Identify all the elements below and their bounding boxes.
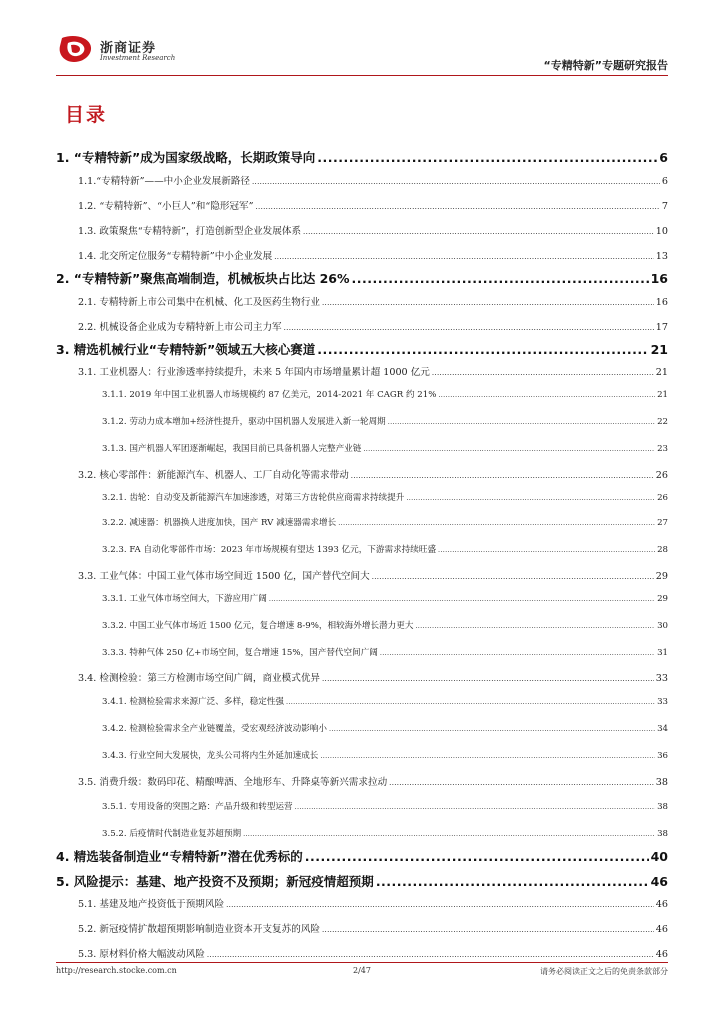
- toc-entry-level-3[interactable]: [56, 415, 668, 427]
- toc-entry-title: 1.3. 政策聚焦“专精特新”，打造创新型企业发展体系: [78, 226, 302, 237]
- toc-leader-dots: [295, 803, 655, 811]
- toc-entry-level-2[interactable]: [56, 896, 668, 910]
- toc-entry-level-2[interactable]: [56, 173, 668, 187]
- toc-entry-title: 3.1.3. 国产机器人军团逐渐崛起，我国目前已具备机器人完整产业链: [102, 444, 362, 454]
- toc-entry-page: 16: [655, 297, 668, 308]
- toc-leader-dots: [317, 150, 657, 165]
- toc-leader-dots: [207, 951, 654, 959]
- toc-leader-dots: [372, 573, 654, 581]
- toc-entry-level-3[interactable]: [56, 388, 668, 400]
- toc-entry-page: 34: [657, 724, 668, 734]
- toc-entry-level-2[interactable]: [56, 198, 668, 212]
- logo-english-name: Investment Research: [100, 54, 176, 62]
- toc-entry-page: 46: [655, 924, 668, 935]
- toc-entry-title: 2. “专精特新”聚焦高端制造，机械板块占比达 26%: [56, 271, 350, 286]
- toc-entry-level-2[interactable]: [56, 670, 668, 684]
- toc-leader-dots: [226, 901, 654, 909]
- toc-entry-level-3[interactable]: [56, 592, 668, 604]
- toc-entry-level-2[interactable]: [56, 248, 668, 262]
- toc-leader-dots: [352, 271, 649, 286]
- toc-entry-title: 3.5.1. 专用设备的突围之路：产品升级和转型运营: [102, 802, 293, 812]
- toc-entry-title: 1.4. 北交所定位服务“专精特新”中小企业发展: [78, 251, 273, 262]
- toc-entry-level-3[interactable]: [56, 543, 668, 555]
- toc-entry-title: 3.2.3. FA 自动化零部件市场：2023 年市场规模有望达 1393 亿元，下游需求持续旺盛: [102, 545, 437, 555]
- toc-entry-level-3[interactable]: [56, 619, 668, 631]
- toc-entry-title: 3.4. 检测检验：第三方检测市场空间广阔，商业模式优异: [78, 673, 321, 684]
- toc-entry-title: 2.1. 专精特新上市公司集中在机械、化工及医药生物行业: [78, 297, 321, 308]
- toc-entry-level-3[interactable]: [56, 749, 668, 761]
- toc-entry-page: 31: [657, 648, 668, 658]
- toc-entry-level-2[interactable]: [56, 568, 668, 582]
- toc-entry-page: 46: [655, 899, 668, 910]
- toc-entry-page: 17: [655, 322, 668, 333]
- toc-entry-level-1[interactable]: [56, 269, 668, 287]
- toc-entry-page: 22: [657, 417, 668, 427]
- toc-entry-title: 5.3. 原材料价格大幅波动风险: [78, 949, 205, 960]
- toc-entry-level-3[interactable]: [56, 491, 668, 503]
- toc-entry-level-1[interactable]: [56, 872, 668, 890]
- toc-leader-dots: [317, 342, 648, 357]
- toc-leader-dots: [351, 472, 654, 480]
- toc-entry-title: 1. “专精特新”成为国家级战略，长期政策导向: [56, 150, 316, 165]
- report-type-label: “专精特新”专题研究报告: [543, 59, 668, 72]
- toc-leader-dots: [388, 418, 655, 426]
- footer-divider: [56, 962, 668, 963]
- toc-entry-level-3[interactable]: [56, 516, 668, 528]
- toc-entry-title: 3.5. 消费升级：数码印花、精酿啤酒、全地形车、升降桌等新兴需求拉动: [78, 777, 388, 788]
- toc-entry-page: 38: [655, 777, 668, 788]
- toc-entry-page: 21: [657, 390, 668, 400]
- toc-entry-title: 3.1.2. 劳动力成本增加+经济性提升，驱动中国机器人发展进入新一轮周期: [102, 417, 386, 427]
- toc-title: 目录: [65, 104, 108, 126]
- toc-entry-page: 40: [650, 849, 668, 864]
- toc-entry-title: 3.4.2. 检测检验需求全产业链覆盖，受宏观经济波动影响小: [102, 724, 327, 734]
- toc-leader-dots: [380, 649, 655, 657]
- toc-leader-dots: [286, 698, 655, 706]
- toc-entry-level-2[interactable]: [56, 921, 668, 935]
- toc-entry-page: 13: [655, 251, 668, 262]
- toc-leader-dots: [363, 445, 655, 453]
- footer-url[interactable]: http://research.stocke.com.cn: [56, 966, 177, 975]
- toc-leader-dots: [376, 874, 649, 889]
- toc-entry-title: 3.3.3. 特种气体 250 亿+市场空间，复合增速 15%，国产替代空间广阔: [102, 648, 378, 658]
- toc-entry-level-2[interactable]: [56, 774, 668, 788]
- toc-entry-level-3[interactable]: [56, 800, 668, 812]
- toc-leader-dots: [415, 622, 655, 630]
- toc-entry-title: 3.3. 工业气体：中国工业气体市场空间近 1500 亿，国产替代空间大: [78, 571, 370, 582]
- toc-entry-title: 3.1.1. 2019 年中国工业机器人市场规模约 87 亿美元，2014-2021 年 CAGR 约 21%: [102, 390, 437, 400]
- toc-entry-page: 21: [655, 367, 668, 378]
- toc-leader-dots: [252, 178, 660, 186]
- toc-entry-page: 23: [657, 444, 668, 454]
- toc-entry-title: 5.2. 新冠疫情扩散超预期影响制造业资本开支复苏的风险: [78, 924, 321, 935]
- toc-entry-title: 3.4.3. 行业空间大发展快，龙头公司将内生外延加速成长: [102, 751, 319, 761]
- toc-entry-level-2[interactable]: [56, 319, 668, 333]
- toc-entry-title: 3. 精选机械行业“专精特新”领域五大核心赛道: [56, 342, 316, 357]
- toc-entry-level-1[interactable]: [56, 847, 668, 865]
- toc-entry-page: 6: [659, 150, 668, 165]
- toc-leader-dots: [269, 595, 655, 603]
- toc-entry-page: 21: [650, 342, 668, 357]
- toc-leader-dots: [432, 369, 654, 377]
- toc-entry-level-2[interactable]: [56, 467, 668, 481]
- toc-entry-page: 7: [661, 201, 668, 212]
- toc-entry-page: 29: [655, 571, 668, 582]
- toc-entry-title: 5. 风险提示：基建、地产投资不及预期；新冠疫情超预期: [56, 874, 374, 889]
- toc-leader-dots: [438, 546, 655, 554]
- toc-leader-dots: [322, 926, 654, 934]
- toc-leader-dots: [322, 675, 654, 683]
- footer-page-number: 2/47: [353, 966, 371, 975]
- toc-entry-level-3[interactable]: [56, 646, 668, 658]
- toc-leader-dots: [256, 203, 660, 211]
- toc-entry-page: 16: [650, 271, 668, 286]
- toc-entry-level-3[interactable]: [56, 722, 668, 734]
- toc-entry-page: 33: [655, 673, 668, 684]
- toc-entry-page: 26: [655, 470, 668, 481]
- toc-entry-title: 1.1.“专精特新”——中小企业发展新路径: [78, 176, 251, 187]
- toc-entry-page: 46: [655, 949, 668, 960]
- toc-entry-page: 30: [657, 621, 668, 631]
- toc-leader-dots: [320, 752, 655, 760]
- header-divider: [56, 75, 668, 76]
- toc-entry-title: 3.2.2. 减速器：机器换人进度加快，国产 RV 减速器需求增长: [102, 518, 337, 528]
- toc-leader-dots: [438, 391, 655, 399]
- toc-entry-title: 3.3.1. 工业气体市场空间大，下游应用广阔: [102, 594, 267, 604]
- company-logo-icon: [56, 34, 96, 64]
- toc-entry-level-3[interactable]: [56, 827, 668, 839]
- toc-entry-page: 27: [657, 518, 668, 528]
- toc-leader-dots: [305, 849, 649, 864]
- toc-entry-page: 38: [657, 829, 668, 839]
- toc-entry-title: 4. 精选装备制造业“专精特新”潜在优秀标的: [56, 849, 303, 864]
- toc-leader-dots: [284, 324, 654, 332]
- toc-entry-level-2[interactable]: [56, 946, 668, 960]
- toc-entry-page: 46: [650, 874, 668, 889]
- footer-disclaimer: 请务必阅读正文之后的免责条款部分: [540, 967, 668, 976]
- toc-entry-level-2[interactable]: [56, 364, 668, 378]
- toc-entry-level-1[interactable]: [56, 340, 668, 358]
- toc-entry-title: 3.1. 工业机器人：行业渗透率持续提升，未来 5 年国内市场增量累计超 1000 亿元: [78, 367, 430, 378]
- toc-entry-level-3[interactable]: [56, 695, 668, 707]
- toc-entry-title: 1.2. “专精特新”、“小巨人”和“隐形冠军”: [78, 201, 254, 212]
- logo-chinese-name: 浙商证券: [100, 41, 157, 56]
- toc-entry-title: 2.2. 机械设备企业成为专精特新上市公司主力军: [78, 322, 282, 333]
- toc-entry-page: 33: [657, 697, 668, 707]
- toc-entry-page: 26: [657, 493, 668, 503]
- page-header: [0, 0, 724, 80]
- toc-entry-title: 5.1. 基建及地产投资低于预期风险: [78, 899, 225, 910]
- toc-entry-level-3[interactable]: [56, 442, 668, 454]
- toc-entry-title: 3.2. 核心零部件：新能源汽车、机器人、工厂自动化等需求带动: [78, 470, 349, 481]
- toc-entry-page: 6: [661, 176, 668, 187]
- toc-leader-dots: [274, 253, 654, 261]
- toc-leader-dots: [338, 519, 655, 527]
- toc-leader-dots: [303, 228, 654, 236]
- toc-entry-page: 29: [657, 594, 668, 604]
- toc-entry-level-2[interactable]: [56, 223, 668, 237]
- toc-leader-dots: [406, 494, 655, 502]
- toc-entry-page: 28: [657, 545, 668, 555]
- toc-entry-title: 3.5.2. 后疫情时代制造业复苏超预期: [102, 829, 242, 839]
- toc-entry-title: 3.4.1. 检测检验需求来源广泛、多样，稳定性强: [102, 697, 285, 707]
- toc-leader-dots: [243, 830, 655, 838]
- toc-leader-dots: [389, 779, 654, 787]
- toc-entry-level-2[interactable]: [56, 294, 668, 308]
- toc-entry-page: 38: [657, 802, 668, 812]
- toc-leader-dots: [322, 299, 654, 307]
- toc-entry-page: 10: [655, 226, 668, 237]
- toc-entry-title: 3.3.2. 中国工业气体市场近 1500 亿元，复合增速 8-9%，相较海外增长潜力更大: [102, 621, 414, 631]
- toc-entry-page: 36: [657, 751, 668, 761]
- toc-leader-dots: [329, 725, 655, 733]
- toc-entry-title: 3.2.1. 齿轮：自动变及新能源汽车加速渗透，对第三方齿轮供应商需求持续提升: [102, 493, 405, 503]
- toc-entry-level-1[interactable]: [56, 148, 668, 166]
